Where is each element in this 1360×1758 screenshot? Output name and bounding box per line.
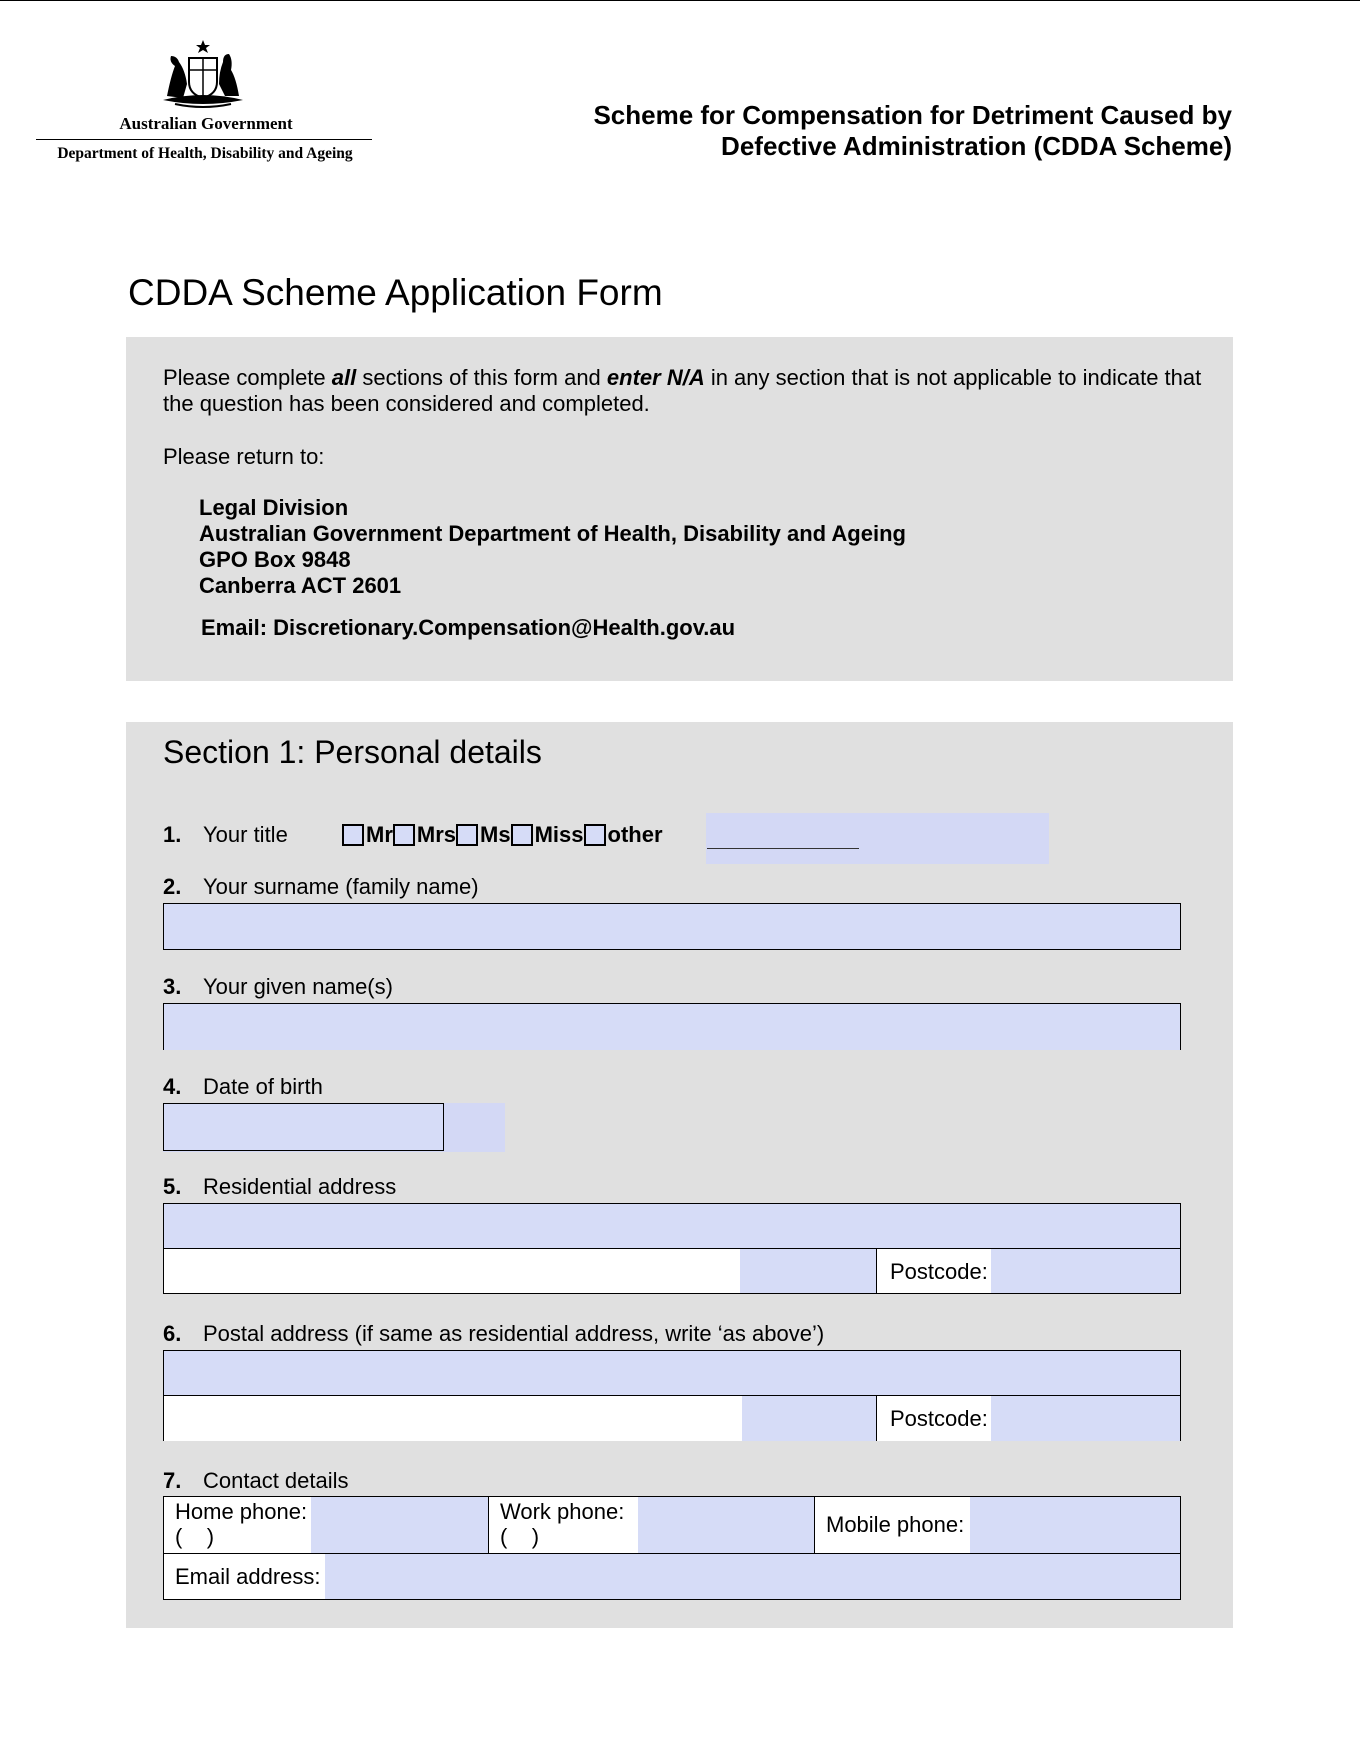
instructions-text-part: Please complete [163,365,332,390]
title-mrs-checkbox[interactable] [393,824,415,846]
government-name: Australian Government [119,114,293,133]
work-phone-area-code: ( ) [500,1524,540,1549]
logo-divider [36,139,372,140]
question-label: Date of birth [203,1074,323,1099]
page-top-border [0,0,1360,1]
postcode-label: Postcode: [890,1259,988,1284]
scheme-title-line2: Defective Administration (CDDA Scheme) [721,131,1232,161]
government-logo [36,38,376,168]
postcode-label: Postcode: [890,1406,988,1431]
address-line: Australian Government Department of Health, Disability and Ageing [199,521,906,546]
address-line: Canberra ACT 2601 [199,573,402,598]
form-title: CDDA Scheme Application Form [128,272,663,313]
cell-divider [488,1497,489,1553]
instructions-emphasis-all: all [331,365,357,390]
question-title [163,822,288,848]
cell-divider [814,1497,815,1553]
return-email: Email: Discretionary.Compensation@Health.gov.au [201,615,736,640]
question-label: Postal address (if same as residential address, write ‘as above’) [203,1321,825,1346]
email-address-label: Email address: [175,1564,321,1589]
title-option-label: Miss [534,822,584,847]
question-label: Your surname (family name) [203,874,479,899]
title-option-label: Mr [366,822,393,847]
surname-input[interactable] [163,903,1181,950]
department-name: Department of Health, Disability and Ageing [57,145,353,162]
question-number: 7. [163,1468,182,1493]
residential-postcode-input[interactable] [991,1249,1180,1293]
postal-postcode-input[interactable] [991,1396,1180,1441]
return-label: Please return to: [163,444,325,469]
title-mr-checkbox[interactable] [342,824,364,846]
section-title: Section 1: Personal details [163,734,542,770]
work-phone-input[interactable] [638,1497,814,1553]
scheme-title-line1: Scheme for Compensation for Detriment Caused by [593,100,1232,130]
question-postal-address [163,1321,824,1347]
question-label: Contact details [203,1468,349,1493]
section1-panel [126,722,1233,1628]
question-number: 4. [163,1074,182,1099]
other-title-input[interactable] [706,813,1049,864]
mobile-phone-input[interactable] [970,1497,1180,1553]
work-phone-label: Work phone: [500,1499,625,1524]
home-phone-label: Home phone: [175,1499,308,1524]
cell-divider [876,1396,877,1441]
postal-state-input[interactable] [742,1396,877,1441]
address-line: GPO Box 9848 [199,547,351,572]
instructions-text-part: in any section that is not applicable to indicate that the question has been considered and completed. [163,365,1202,416]
address-line: Legal Division [199,495,349,520]
other-title-underline [707,848,859,849]
instructions-text-part: sections of this form and [356,365,607,390]
question-number: 2. [163,874,182,899]
residential-state-input[interactable] [740,1249,877,1293]
date-of-birth-input[interactable] [163,1103,444,1151]
title-ms-checkbox[interactable] [456,824,478,846]
cell-divider [876,1249,877,1293]
question-given-names [163,974,393,1000]
title-other-checkbox[interactable] [584,824,606,846]
instructions-emphasis-na: enter N/A [606,365,705,390]
home-phone-input[interactable] [311,1497,488,1553]
question-label: Your given name(s) [203,974,393,999]
home-phone-area-code: ( ) [175,1524,215,1549]
question-label: Residential address [203,1174,397,1199]
postal-address-row [163,1395,1181,1441]
title-option-label: Mrs [416,822,457,847]
return-address [199,495,906,599]
postal-address-input[interactable] [163,1350,1181,1396]
question-residential-address [163,1174,396,1200]
coat-of-arms-icon [153,38,253,110]
title-option-label: other [607,822,663,847]
mobile-phone-label: Mobile phone: [826,1512,965,1537]
title-options [342,823,663,847]
question-contact-details [163,1468,349,1494]
question-date-of-birth [163,1074,323,1100]
residential-address-row [163,1248,1181,1294]
given-names-input[interactable] [163,1003,1181,1050]
scheme-title [593,100,1232,162]
title-option-label: Ms [480,822,511,847]
instructions-panel [126,337,1233,681]
title-miss-checkbox[interactable] [511,824,533,846]
question-surname [163,874,479,900]
question-label: Your title [203,822,288,847]
question-number: 1. [163,822,182,847]
instructions-text [163,365,1203,417]
question-number: 6. [163,1321,182,1346]
residential-address-input[interactable] [163,1203,1181,1249]
email-address-input[interactable] [325,1554,1180,1599]
question-number: 3. [163,974,182,999]
contact-details-table [163,1496,1181,1600]
question-number: 5. [163,1174,182,1199]
